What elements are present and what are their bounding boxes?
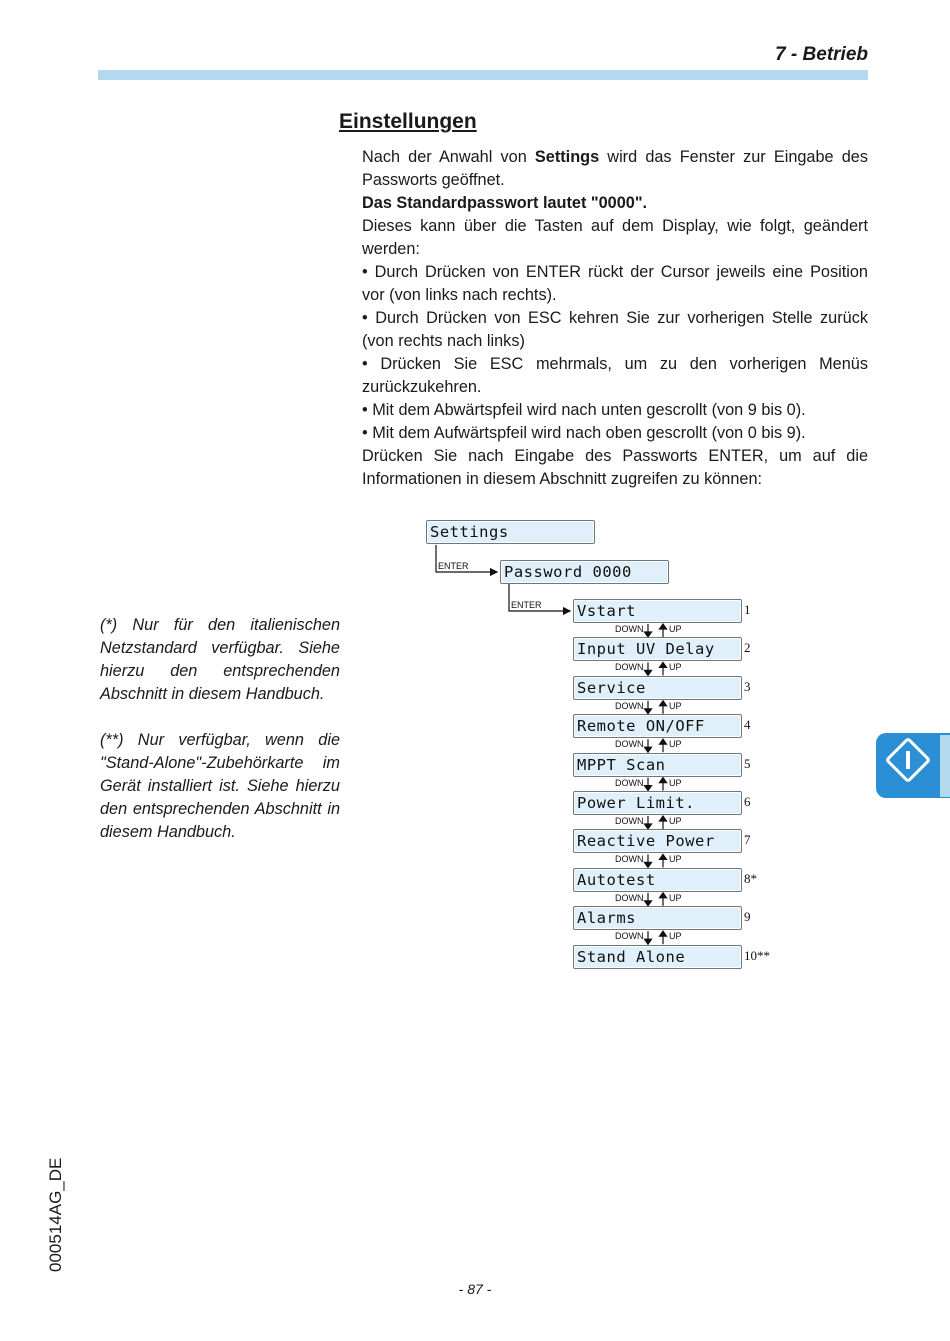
down-up-arrows — [645, 816, 667, 829]
down-label: DOWN — [615, 931, 644, 942]
lcd-menu-item: MPPT Scan — [573, 753, 742, 777]
menu-item-number: 2 — [744, 640, 751, 656]
down-up-arrows — [645, 854, 667, 867]
down-up-arrows — [645, 931, 667, 944]
lcd-settings: Settings — [426, 520, 595, 544]
info-icon — [876, 733, 950, 798]
lcd-menu-item: Vstart — [573, 599, 742, 623]
lcd-menu-item: Reactive Power — [573, 829, 742, 853]
up-label: UP — [669, 854, 682, 865]
down-up-arrows — [645, 778, 667, 791]
menu-item-number: 3 — [744, 678, 751, 694]
menu-item-number: 10** — [744, 947, 770, 963]
down-up-arrows — [645, 739, 667, 752]
menu-item-number: 7 — [744, 832, 751, 848]
paragraph-default-password: Das Standardpasswort lautet "0000". — [362, 194, 648, 212]
down-label: DOWN — [615, 854, 644, 865]
menu-item-number: 4 — [744, 717, 751, 733]
menu-item-number: 8* — [744, 870, 757, 886]
lcd-menu-item: Autotest — [573, 868, 742, 892]
lcd-menu-item: Input UV Delay — [573, 637, 742, 661]
down-up-arrows — [645, 624, 667, 637]
lcd-menu-item: Alarms — [573, 906, 742, 930]
menu-item-number: 1 — [744, 602, 751, 617]
lcd-menu-item: Service — [573, 676, 742, 700]
enter-label: ENTER — [438, 561, 469, 571]
up-label: UP — [669, 892, 682, 903]
bullet-item: • Drücken Sie ESC mehrmals, um zu den vorherigen Menüs zurückzukehren. — [362, 355, 868, 396]
down-label: DOWN — [615, 624, 644, 634]
up-label: UP — [669, 700, 682, 711]
down-label: DOWN — [615, 662, 644, 673]
down-up-arrows — [645, 662, 667, 675]
page-number: - 87 - — [458, 1281, 492, 1297]
enter-label: ENTER — [511, 600, 542, 610]
section-title: Einstellungen — [339, 110, 477, 133]
up-label: UP — [669, 777, 682, 788]
tab-edge — [940, 735, 950, 797]
up-label: UP — [669, 931, 682, 942]
operation-tab — [876, 733, 950, 798]
down-up-arrows — [645, 893, 667, 906]
chapter-title: 7 - Betrieb — [775, 44, 868, 65]
down-up-arrows — [645, 701, 667, 714]
menu-item-number: 5 — [744, 755, 751, 771]
bullet-item: • Durch Drücken von ESC kehren Sie zur vorherigen Stelle zurück (von rechts nach links) — [362, 309, 868, 350]
lcd-menu-item: Remote ON/OFF — [573, 714, 742, 738]
bullet-item: • Mit dem Aufwärtspfeil wird nach oben gescrollt (von 0 bis 9). — [362, 424, 806, 442]
bullet-item: • Mit dem Abwärtspfeil wird nach unten gescrollt (von 9 bis 0). — [362, 401, 806, 419]
down-label: DOWN — [615, 816, 644, 826]
lcd-menu-item: Stand Alone — [573, 945, 742, 969]
menu-item-number: 9 — [744, 909, 751, 925]
document-code: 000514AG_DE — [46, 1157, 65, 1272]
paragraph-4: Drücken Sie nach Eingabe des Passworts ENTER, um auf die Informationen in diesem Abschnitt zugreifen zu können: — [362, 447, 868, 488]
paragraph-1: Nach der Anwahl von Settings wird das Fenster zur Eingabe des Passworts geöffnet. — [362, 148, 869, 189]
up-label: UP — [669, 624, 682, 634]
up-label: UP — [669, 739, 682, 750]
down-label: DOWN — [615, 739, 644, 750]
down-label: DOWN — [615, 700, 644, 711]
bullet-item: • Durch Drücken von ENTER rückt der Cursor jeweils eine Position vor (von links nach rechts). — [362, 263, 868, 304]
menu-item-number: 6 — [744, 794, 751, 809]
down-label: DOWN — [615, 892, 644, 903]
down-label: DOWN — [615, 777, 644, 788]
note-italian-standard: (*) Nur für den italienischen Netzstandard verfügbar. Siehe hierzu den entsprechenden Abschnitt in diesem Handbuch. — [100, 616, 340, 703]
up-label: UP — [669, 816, 682, 826]
lcd-password: Password 0000 — [500, 560, 669, 584]
paragraph-3: Dieses kann über die Tasten auf dem Display, wie folgt, geändert werden: — [362, 217, 868, 258]
note-stand-alone: (**) Nur verfügbar, wenn die "Stand-Alone"-Zubehörkarte im Gerät installiert ist. Siehe hierzu den entsprechenden Abschnitt in diesem Handbuch. — [100, 731, 340, 841]
up-label: UP — [669, 662, 682, 673]
lcd-menu-item: Power Limit. — [573, 791, 742, 815]
